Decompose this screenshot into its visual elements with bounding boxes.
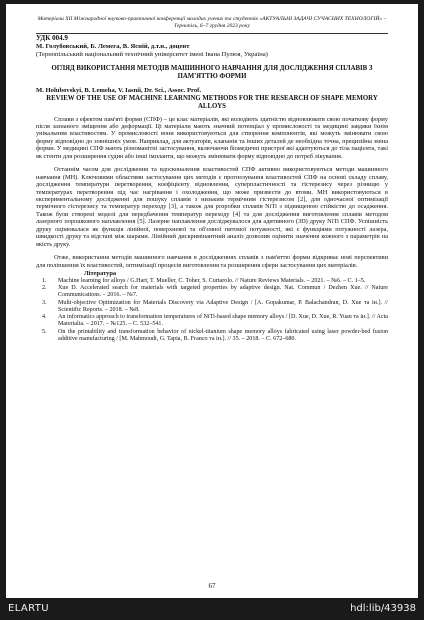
repository-name: ELARTU xyxy=(8,603,50,614)
page-number: 67 xyxy=(208,582,216,590)
reference-number: 5. xyxy=(42,328,47,335)
udk-code: УДК 004.9 xyxy=(36,34,68,42)
reference-item xyxy=(36,285,388,300)
document-page xyxy=(6,4,418,598)
references-list xyxy=(36,278,388,344)
reference-number: 3. xyxy=(42,299,47,306)
reference-text: Machine learning for alloys / G.Hart, T. Mueller, C. Toher, S. Curtarolo. // Nature Reviews Materials. – 2021. – №6. – С. 1–5. xyxy=(58,277,366,284)
reference-number: 2. xyxy=(42,284,47,291)
reference-item xyxy=(36,329,388,344)
reference-text: Multi-objective Optimization for Materials Discovery via Adaptive Design / [A. Gopakumar, P. Balachandran, D. Xue та ін.]. // Scientific Reports. – 2018. – №8. xyxy=(58,299,388,313)
reference-item xyxy=(36,314,388,329)
authors-en: M. Holubovskyi, B. Lemeha, V. Iasnii, Dr. Sci., Assoc. Prof. xyxy=(36,86,201,94)
reference-text: An informatics approach to transformation temperatures of NiTi-based shape memory alloys / [D. Xue, D. Xue, R. Yuan та ін.]. // Acta Materialia. – 2017. – №125. – С. 532–541. xyxy=(58,314,388,328)
conference-header: Матеріали XII Міжнародної науково-практичної конференції молодих учених та студентів «АКТУАЛЬНІ ЗАДАЧІ СУЧАСНИХ ТЕХНОЛОГІЙ» – Тернопіль, 6–7 грудня 2023 року xyxy=(36,16,388,34)
references-heading: Література xyxy=(84,270,117,278)
reference-text: On the printability and transformation behavior of nickel-titanium shape memory alloys fabricated using laser powder-bed fusion additive manufacturing / [M. Mahmoudi, G. Tapia, B. Franco та ін.]. // 35. – 2018. – С. 672–680. xyxy=(58,328,388,342)
reference-item xyxy=(36,278,388,285)
reference-number: 1. xyxy=(42,277,47,284)
body-paragraph-2: Останнім часом для дослідження та вдосконалення властивостей СПФ активно використовуються методи машинного навчання (МН). Ключовими областями застосування цих методів є прогнозування властивостей СПФ на основі складу сплаву, дослідження температури перетворення, коефіцієнту відновлення, суперпластичності та гістерезису через різницю у температурах перетворення під час нагрівання і охолодження, що може призвести до втоми. МН використовуються в експериментальному дослідженні для пошуку сплавів з низьким термічним гістерезисом [2], для одночасної оптимізації термічного гістерезису та температур переходу [3], а також для розробки сплавів NiTi з підвищеною стійкістю до осадження. Також були створені моделі для передбачення температур переходу [4] та для дослідження виготовлення сплавів методом лазерного порошкового наплавлення [5]. Лазерне наплавлення досліджувалося для адитивного (3D) друку NiTi СПФ. Успішність друку оцінювалася як функція лінійної, поверхневої та об'ємної питомої потужності, які є функціями потужності лазера, швидкості друку та відстані між шарами. Лінійний дискримінантний аналіз дозволив оцінити значення кожного з параметрів на якість друку. xyxy=(36,166,388,248)
title-en: REVIEW OF THE USE OF MACHINE LEARNING METHODS FOR THE RESEARCH OF SHAPE MEMORY ALLOYS xyxy=(46,94,378,110)
affiliation-ua: (Тернопільський національний технічний університет імені Івана Пулюя, Україна) xyxy=(36,50,268,58)
title-ua: ОГЛЯД ВИКОРИСТАННЯ МЕТОДІВ МАШИННОГО НАВЧАННЯ ДЛЯ ДОСЛІДЖЕННЯ СПЛАВІВ З ПАМ'ЯТТЮ ФОРМИ xyxy=(51,64,373,80)
body-paragraph-1: Сплави з ефектом пам'яті форми (СПФ) – це клас матеріалів, які володіють здатністю відновлювати свою початкову форму після зазнаного зміщення або деформації. Ці матеріали мають значний потенціал у промисловості та медицині завдяки їхнім унікальним властивостям. У промисловості вони використовуються для створення компонентів, які можуть змінювати свою форму відповідно до зовнішніх умов. Наприклад, для актуаторів, клапанів та інших деталей де необхідна точна, прецизійна зміна форми. У медицині СПФ мають різноманітні застосування, включаючи біомедичні пристрої які адаптуються до тіла пацієнта, такі як стенти для розширення судин або інші імпланти, що можуть змінювати форму відповідно до потреб лікування. xyxy=(36,115,388,160)
reference-number: 4. xyxy=(42,314,47,321)
handle-identifier: hdl:lib/43938 xyxy=(350,603,416,614)
reference-item xyxy=(36,300,388,315)
body-paragraph-3: Отже, використання методів машинного навчання в дослідженнях сплавів з пам'яттю форми відкриває нові перспективи для поліпшення їх властивостей, оптимізації процесів виготовлення та розширення сфери застосування цих матеріалів. xyxy=(36,254,388,269)
authors-ua: М. Голубовський, Б. Лемега, В. Ясній, д.т.н., доцент xyxy=(36,42,190,50)
reference-text: Xue D. Accelerated search for materials with targeted properties by adaptive design. Nat. Commun / Dezhen Xue. // Nature Communications. – 2016. – №7. xyxy=(58,284,388,299)
